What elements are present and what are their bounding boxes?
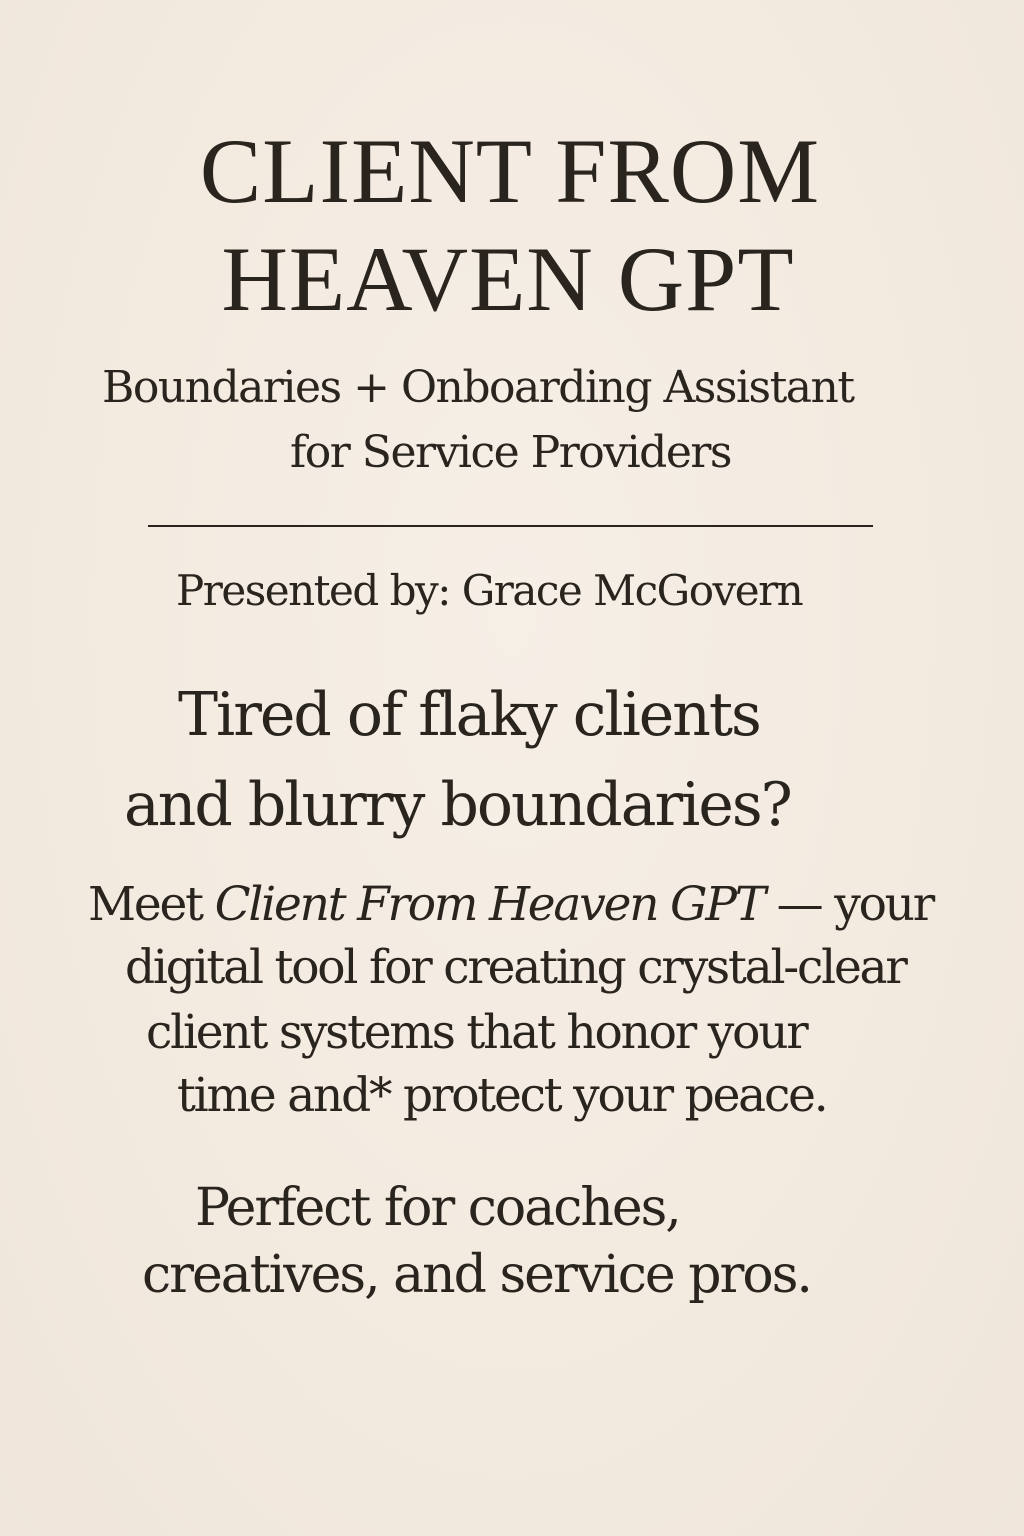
headline-line-1: Tired of flaky clients [178,680,760,750]
intro-text: — your [763,877,934,932]
divider [148,525,873,527]
intro-text: Meet [88,877,215,932]
headline-line-2: and blurry boundaries? [124,770,791,840]
intro-line-1 [88,877,933,932]
intro-line-2: digital tool for creating crystal-clear [125,940,906,995]
presenter-credit: Presented by: Grace McGovern [176,566,803,615]
subtitle-line-1: Boundaries + Onboarding Assistant [102,362,854,413]
audience-line-1: Perfect for coaches, [195,1178,680,1238]
intro-line-4: time and* protect your peace. [177,1068,827,1123]
title-line-2: HEAVEN GPT [221,228,795,330]
product-name: Client From Heaven GPT [214,877,764,932]
subtitle-line-2: for Service Providers [290,427,731,478]
intro-line-3: client systems that honor your [146,1005,807,1060]
title-line-1: CLIENT FROM [199,120,821,222]
audience-line-2: creatives, and service pros. [142,1245,811,1305]
